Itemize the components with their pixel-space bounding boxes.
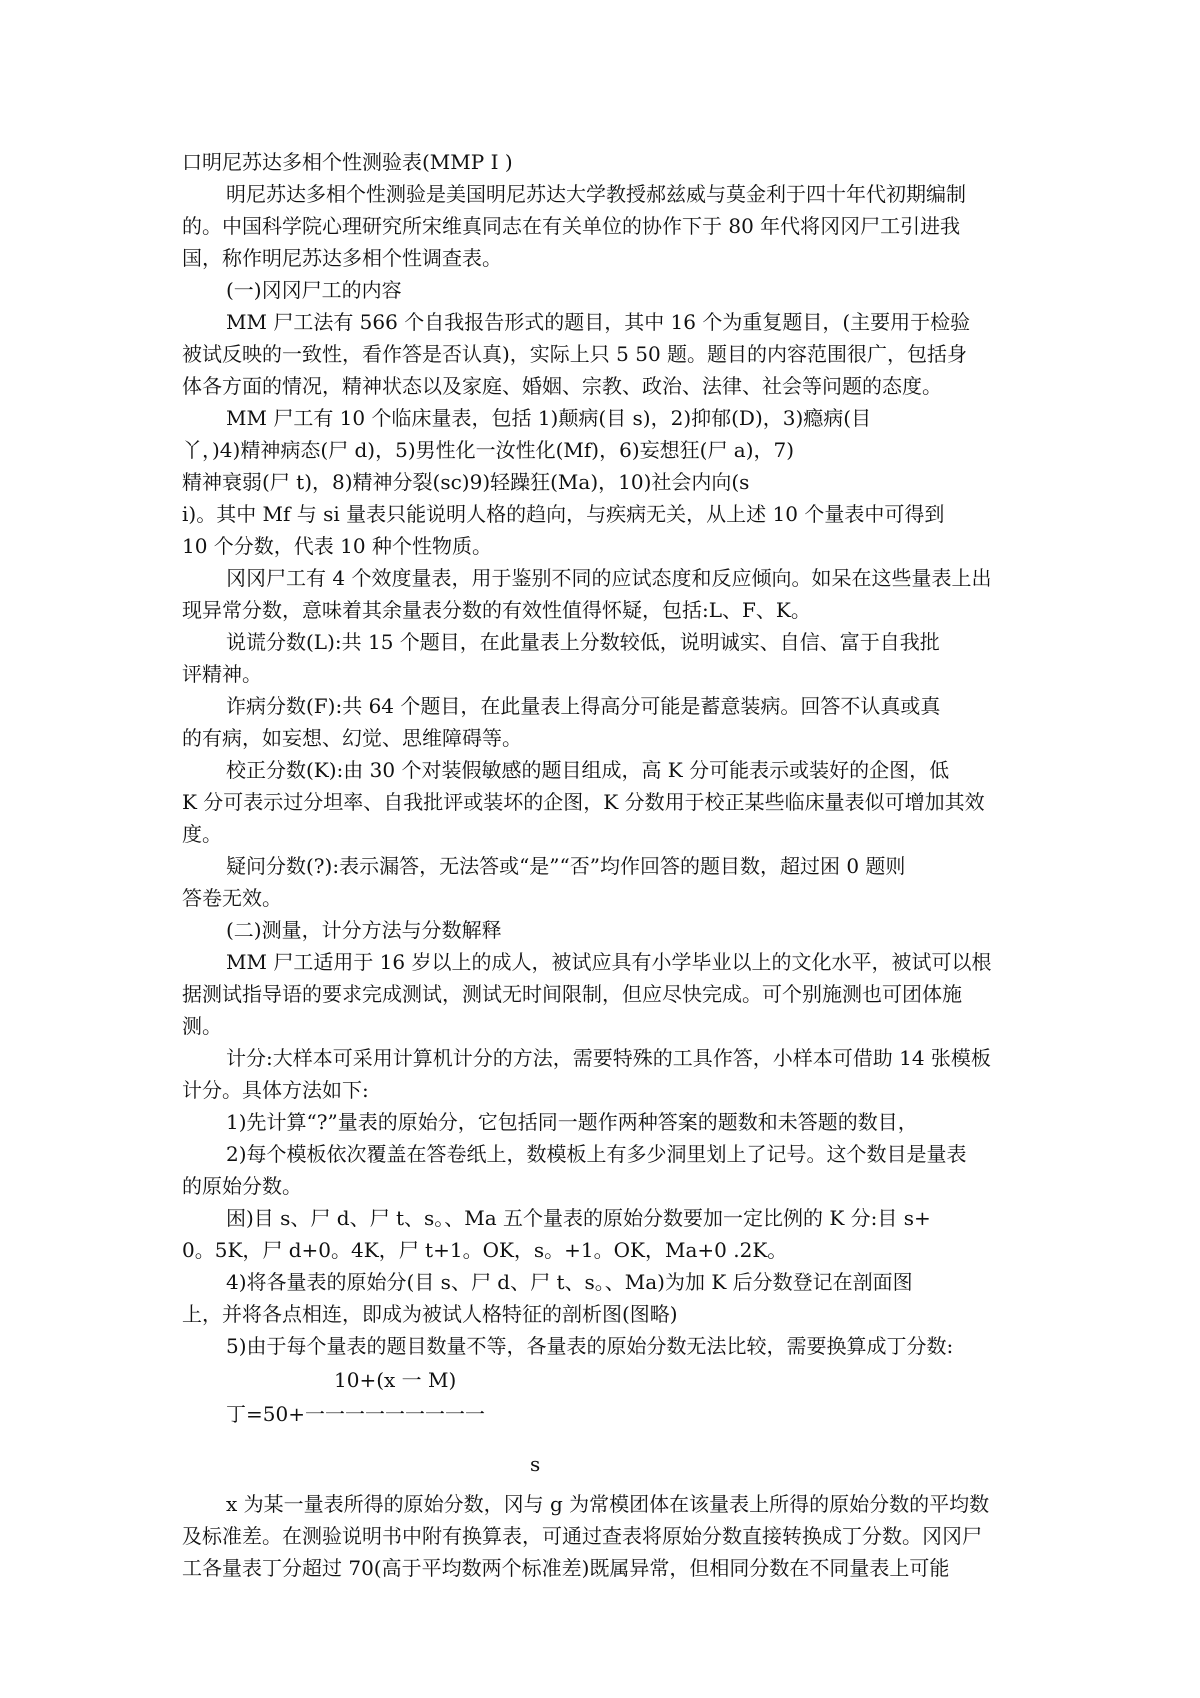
formula-numerator: 10+(x 一 M) — [334, 1368, 457, 1392]
paragraph-line: 困)目 s、尸 d、尸 t、s。、Ma 五个量表的原始分数要加一定比例的 K 分:目 s+ — [226, 1206, 931, 1230]
paragraph-line: i)。其中 Mf 与 si 量表只能说明人格的趋向，与疾病无关，从上述 10 个量表中可得到 — [182, 502, 945, 526]
paragraph-line: 疑问分数(?):表示漏答，无法答或“是”“否”均作回答的题目数，超过困 0 题则 — [226, 854, 906, 878]
paragraph-line: 国，称作明尼苏达多相个性调查表。 — [182, 246, 502, 270]
paragraph-line: 测。 — [182, 1014, 222, 1038]
paragraph-line: 精神衰弱(尸 t)，8)精神分裂(sc)9)轻躁狂(Ma)，10)社会内向(s — [182, 470, 750, 494]
paragraph-line: 答卷无效。 — [182, 886, 282, 910]
document-title: 口明尼苏达多相个性测验表(MMP I ) — [182, 150, 513, 174]
paragraph-line: 0。5K，尸 d+0。4K，尸 t+1。OK，s。+1。OK，Ma+0 .2K。 — [182, 1238, 788, 1262]
formula-denominator: s — [530, 1452, 541, 1476]
paragraph-line: 10 个分数，代表 10 种个性物质。 — [182, 534, 492, 558]
paragraph-line: 冈冈尸工有 4 个效度量表，用于鉴别不同的应试态度和反应倾向。如呆在这些量表上出 — [226, 566, 992, 590]
paragraph-line: 的有病，如妄想、幻觉、思维障碍等。 — [182, 726, 522, 750]
paragraph-line: 及标准差。在测验说明书中附有换算表，可通过查表将原始分数直接转换成丁分数。冈冈尸 — [182, 1524, 982, 1548]
paragraph-line: 说谎分数(L):共 15 个题目，在此量表上分数较低，说明诚实、自信、富于自我批 — [226, 630, 940, 654]
paragraph-line: 诈病分数(F):共 64 个题目，在此量表上得高分可能是蓄意装病。回答不认真或真 — [226, 694, 941, 718]
paragraph-line: 5)由于每个量表的题目数量不等，各量表的原始分数无法比较，需要换算成丁分数: — [226, 1334, 954, 1358]
paragraph-line: MM 尸工法有 566 个自我报告形式的题目，其中 16 个为重复题目，(主要用于检验 — [226, 310, 971, 334]
section-heading: (一)冈冈尸工的内容 — [226, 278, 402, 302]
paragraph-line: 度。 — [182, 822, 222, 846]
paragraph-line: MM 尸工适用于 16 岁以上的成人，被试应具有小学毕业以上的文化水平，被试可以根 — [226, 950, 992, 974]
paragraph-line: 校正分数(K):由 30 个对装假敏感的题目组成，高 K 分可能表示或装好的企图，低 — [226, 758, 950, 782]
paragraph-line: MM 尸工有 10 个临床量表，包括 1)颠病(目 s)，2)抑郁(D)，3)瘾病(目 — [226, 406, 872, 430]
paragraph-line: 被试反映的一致性，看作答是否认真)，实际上只 5 50 题。题目的内容范围很广，包括身 — [182, 342, 968, 366]
paragraph-line: 工各量表丁分超过 70(高于平均数两个标准差)既属异常，但相同分数在不同量表上可能 — [182, 1556, 950, 1580]
paragraph-line: 现异常分数，意味着其余量表分数的有效性值得怀疑，包括:L、F、K。 — [182, 598, 811, 622]
paragraph-line: 评精神。 — [182, 662, 262, 686]
paragraph-line: 1)先计算“?”量表的原始分，它包括同一题作两种答案的题数和未答题的数目， — [226, 1110, 918, 1134]
paragraph-line: 丫，)4)精神病态(尸 d)，5)男性化一汝性化(Mf)，6)妄想狂(尸 a)，7) — [182, 438, 795, 462]
section-heading: (二)测量，计分方法与分数解释 — [226, 918, 502, 942]
paragraph-line: 据测试指导语的要求完成测试，测试无时间限制，但应尽快完成。可个别施测也可团体施 — [182, 982, 962, 1006]
paragraph-line: K 分可表示过分坦率、自我批评或装坏的企图，K 分数用于校正某些临床量表似可增加其效 — [182, 790, 985, 814]
formula-main: 丁=50+一一一一一一一一一 — [226, 1402, 485, 1426]
paragraph-line: 上，并将各点相连，即成为被试人格特征的剖析图(图略) — [182, 1302, 678, 1326]
paragraph-line: 的原始分数。 — [182, 1174, 302, 1198]
paragraph-line: 明尼苏达多相个性测验是美国明尼苏达大学教授郝兹威与莫金利于四十年代初期编制 — [226, 182, 966, 206]
paragraph-line: 计分。具体方法如下: — [182, 1078, 369, 1102]
paragraph-line: 2)每个模板依次覆盖在答卷纸上，数模板上有多少洞里划上了记号。这个数目是量表 — [226, 1142, 967, 1166]
paragraph-line: 的。中国科学院心理研究所宋维真同志在有关单位的协作下于 80 年代将冈冈尸工引进我 — [182, 214, 961, 238]
paragraph-line: 体各方面的情况，精神状态以及家庭、婚姻、宗教、政治、法律、社会等问题的态度。 — [182, 374, 942, 398]
paragraph-line: 4)将各量表的原始分(目 s、尸 d、尸 t、s。、Ma)为加 K 后分数登记在剖面图 — [226, 1270, 913, 1294]
paragraph-line: x 为某一量表所得的原始分数，冈与 g 为常模团体在该量表上所得的原始分数的平均数 — [226, 1492, 990, 1516]
paragraph-line: 计分:大样本可采用计算机计分的方法，需要特殊的工具作答，小样本可借助 14 张模板 — [226, 1046, 991, 1070]
